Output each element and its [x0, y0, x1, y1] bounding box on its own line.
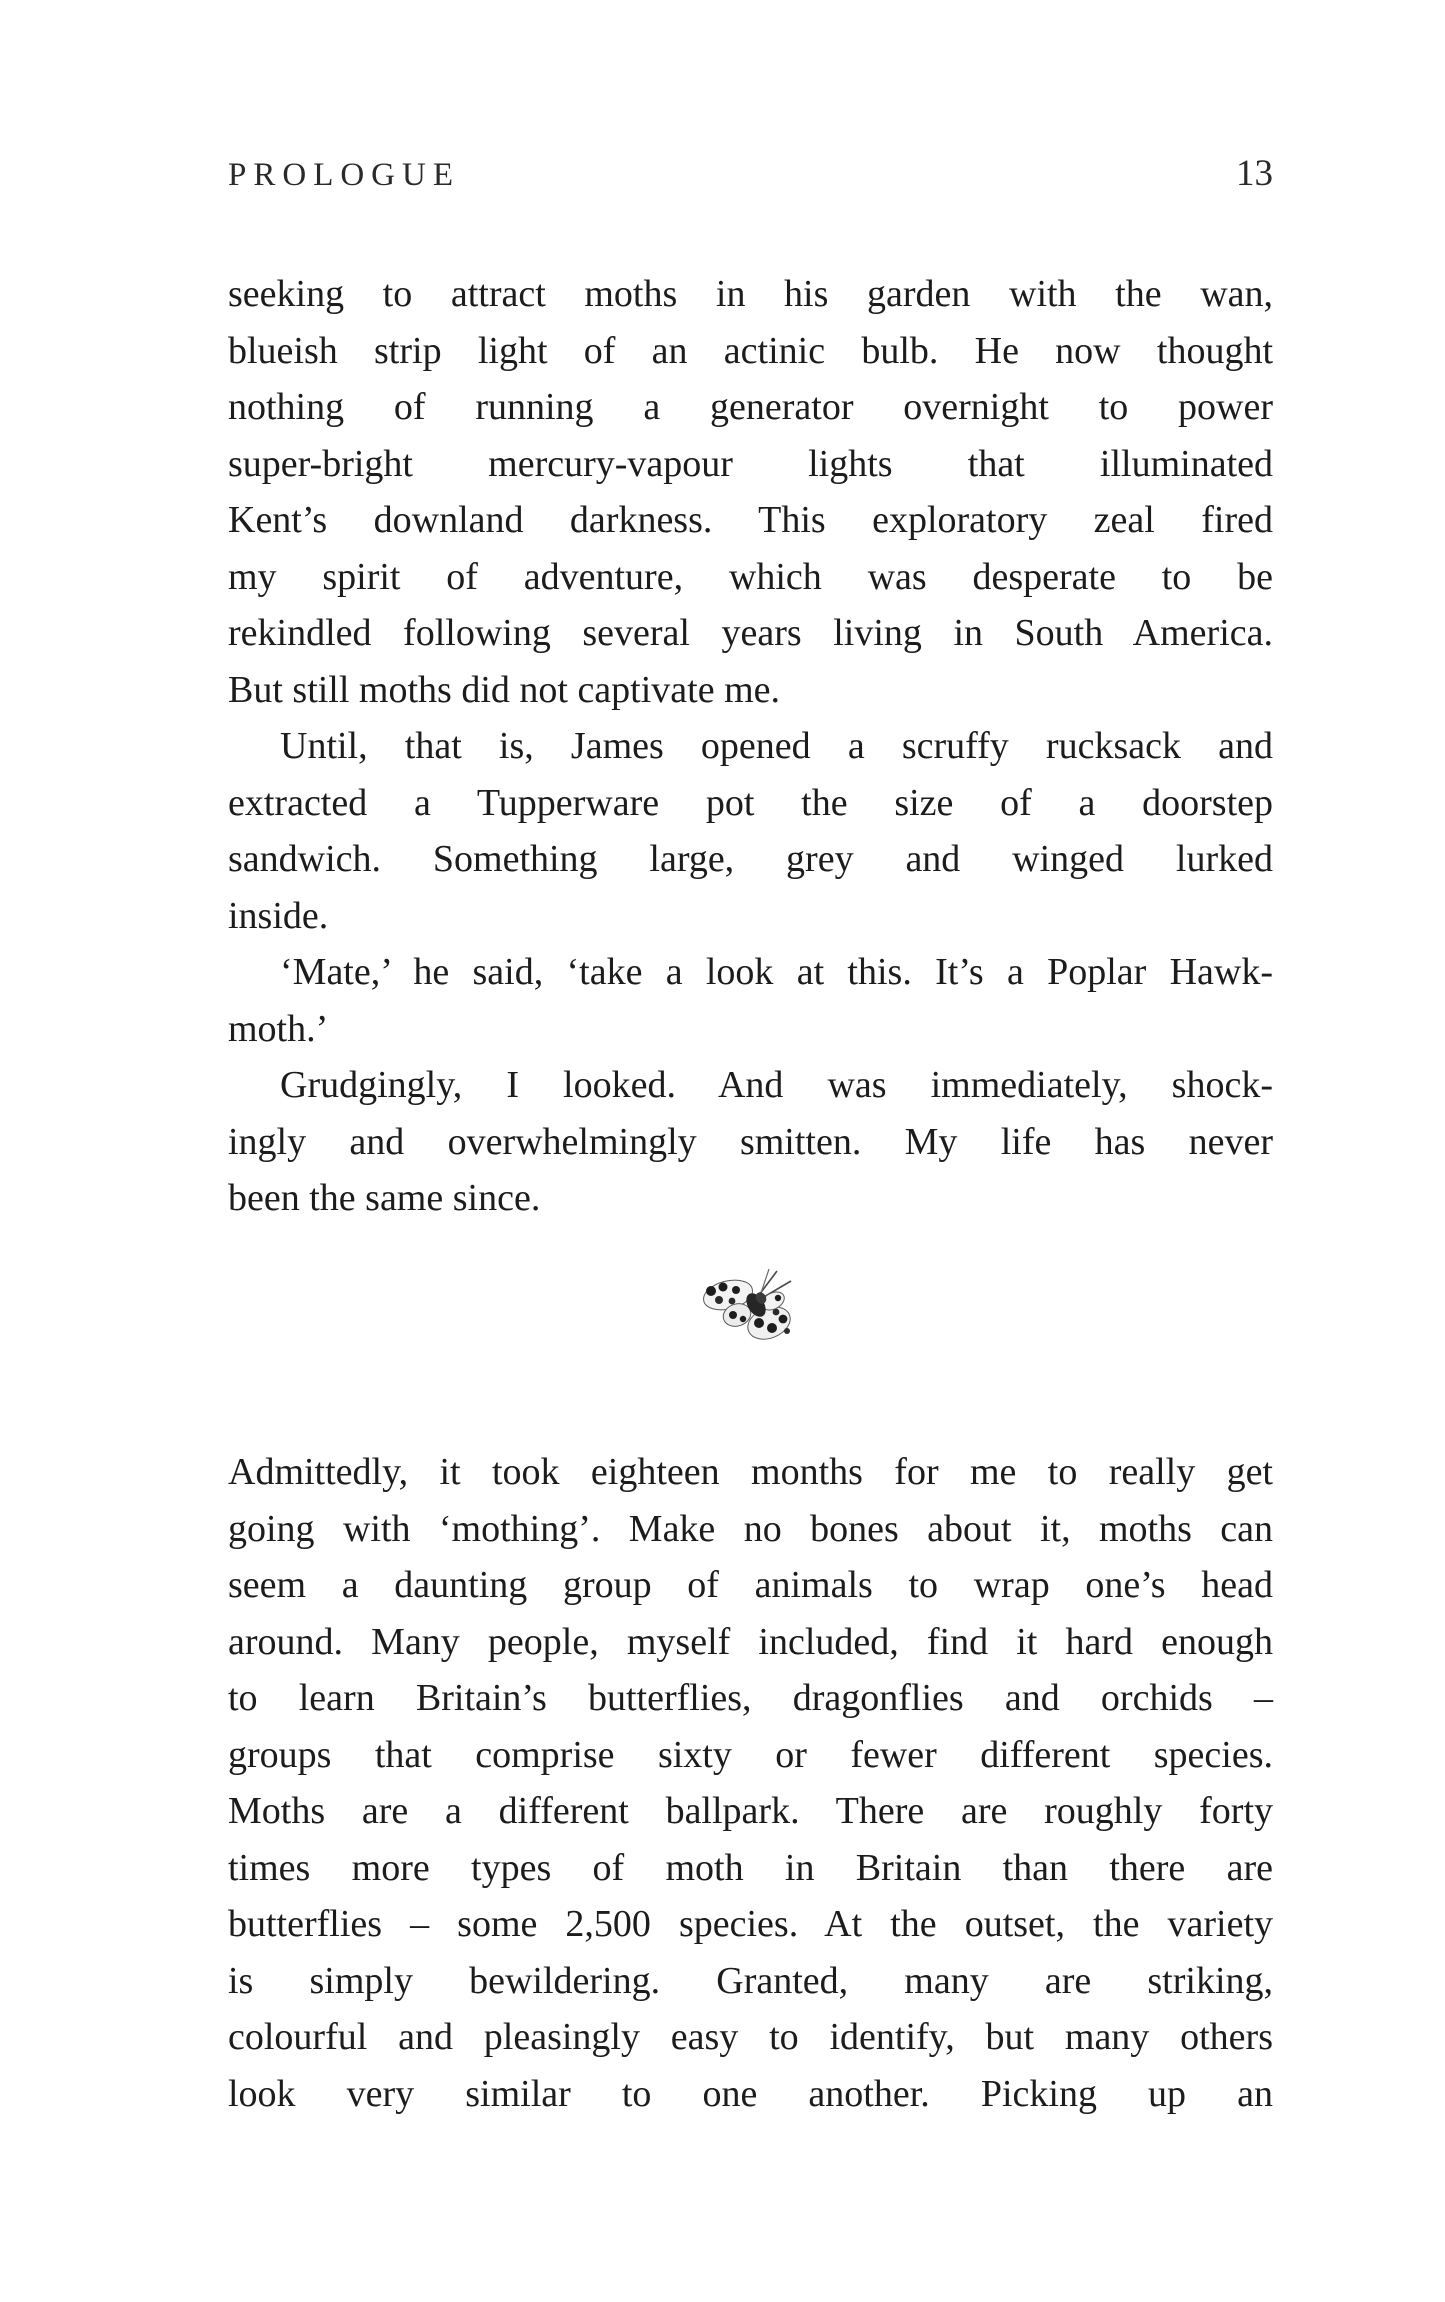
text-line: Until, that is, James opened a scruffy rucksack and — [280, 725, 1273, 767]
text-line: groups that comprise sixty or fewer different species. — [228, 1733, 1273, 1776]
text-line: seem a daunting group of animals to wrap one’s head — [228, 1564, 1273, 1606]
text-line: been the same since. — [228, 1177, 541, 1219]
text-line: my spirit of adventure, which was desperate to be — [228, 555, 1273, 598]
text-line: to learn Britain’s butterflies, dragonflies and orchids – — [228, 1677, 1273, 1719]
body-text-section-2 — [228, 1444, 1273, 2122]
body-text-section-1 — [228, 266, 1273, 1227]
moth-ornament-icon — [699, 1265, 803, 1349]
text-line: Admittedly, it took eighteen months for me to really get — [228, 1451, 1273, 1493]
text-line: extracted a Tupperware pot the size of a doorstep — [228, 781, 1273, 824]
section-break-ornament — [228, 1262, 1273, 1352]
text-line: blueish strip light of an actinic bulb. He now thought — [228, 329, 1273, 372]
text-line: Moths are a different ballpark. There are roughly forty — [228, 1790, 1273, 1832]
text-line: ‘Mate,’ he said, ‘take a look at this. It’s a Poplar Hawk- — [280, 951, 1273, 993]
running-header-title: PROLOGUE — [228, 157, 461, 193]
text-line: Kent’s downland darkness. This exploratory zeal fired — [228, 499, 1273, 541]
text-line: seeking to attract moths in his garden with the wan, — [228, 273, 1273, 315]
text-line: look very similar to one another. Picking up an — [228, 2072, 1273, 2115]
text-line: rekindled following several years living in South America. — [228, 612, 1273, 654]
text-line: But still moths did not captivate me. — [228, 668, 781, 711]
text-line: colourful and pleasingly easy to identify, but many others — [228, 2016, 1273, 2058]
text-line: super-bright mercury-vapour lights that illuminated — [228, 442, 1273, 485]
page-number: 13 — [1236, 153, 1273, 194]
text-line: butterflies – some 2,500 species. At the outset, the variety — [228, 1903, 1273, 1945]
text-line: around. Many people, myself included, find it hard enough — [228, 1620, 1273, 1663]
text-line: going with ‘mothing’. Make no bones about it, moths can — [228, 1507, 1273, 1550]
text-line: Grudgingly, I looked. And was immediately, shock- — [280, 1064, 1273, 1106]
running-header — [228, 152, 1273, 195]
text-line: sandwich. Something large, grey and winged lurked — [228, 838, 1273, 880]
text-line: inside. — [228, 894, 329, 937]
text-line: nothing of running a generator overnight to power — [228, 386, 1273, 428]
text-line: ingly and overwhelmingly smitten. My life has never — [228, 1120, 1273, 1163]
text-line: times more types of moth in Britain than there are — [228, 1846, 1273, 1889]
text-line: is simply bewildering. Granted, many are striking, — [228, 1959, 1273, 2002]
text-line: moth.’ — [228, 1007, 329, 1050]
